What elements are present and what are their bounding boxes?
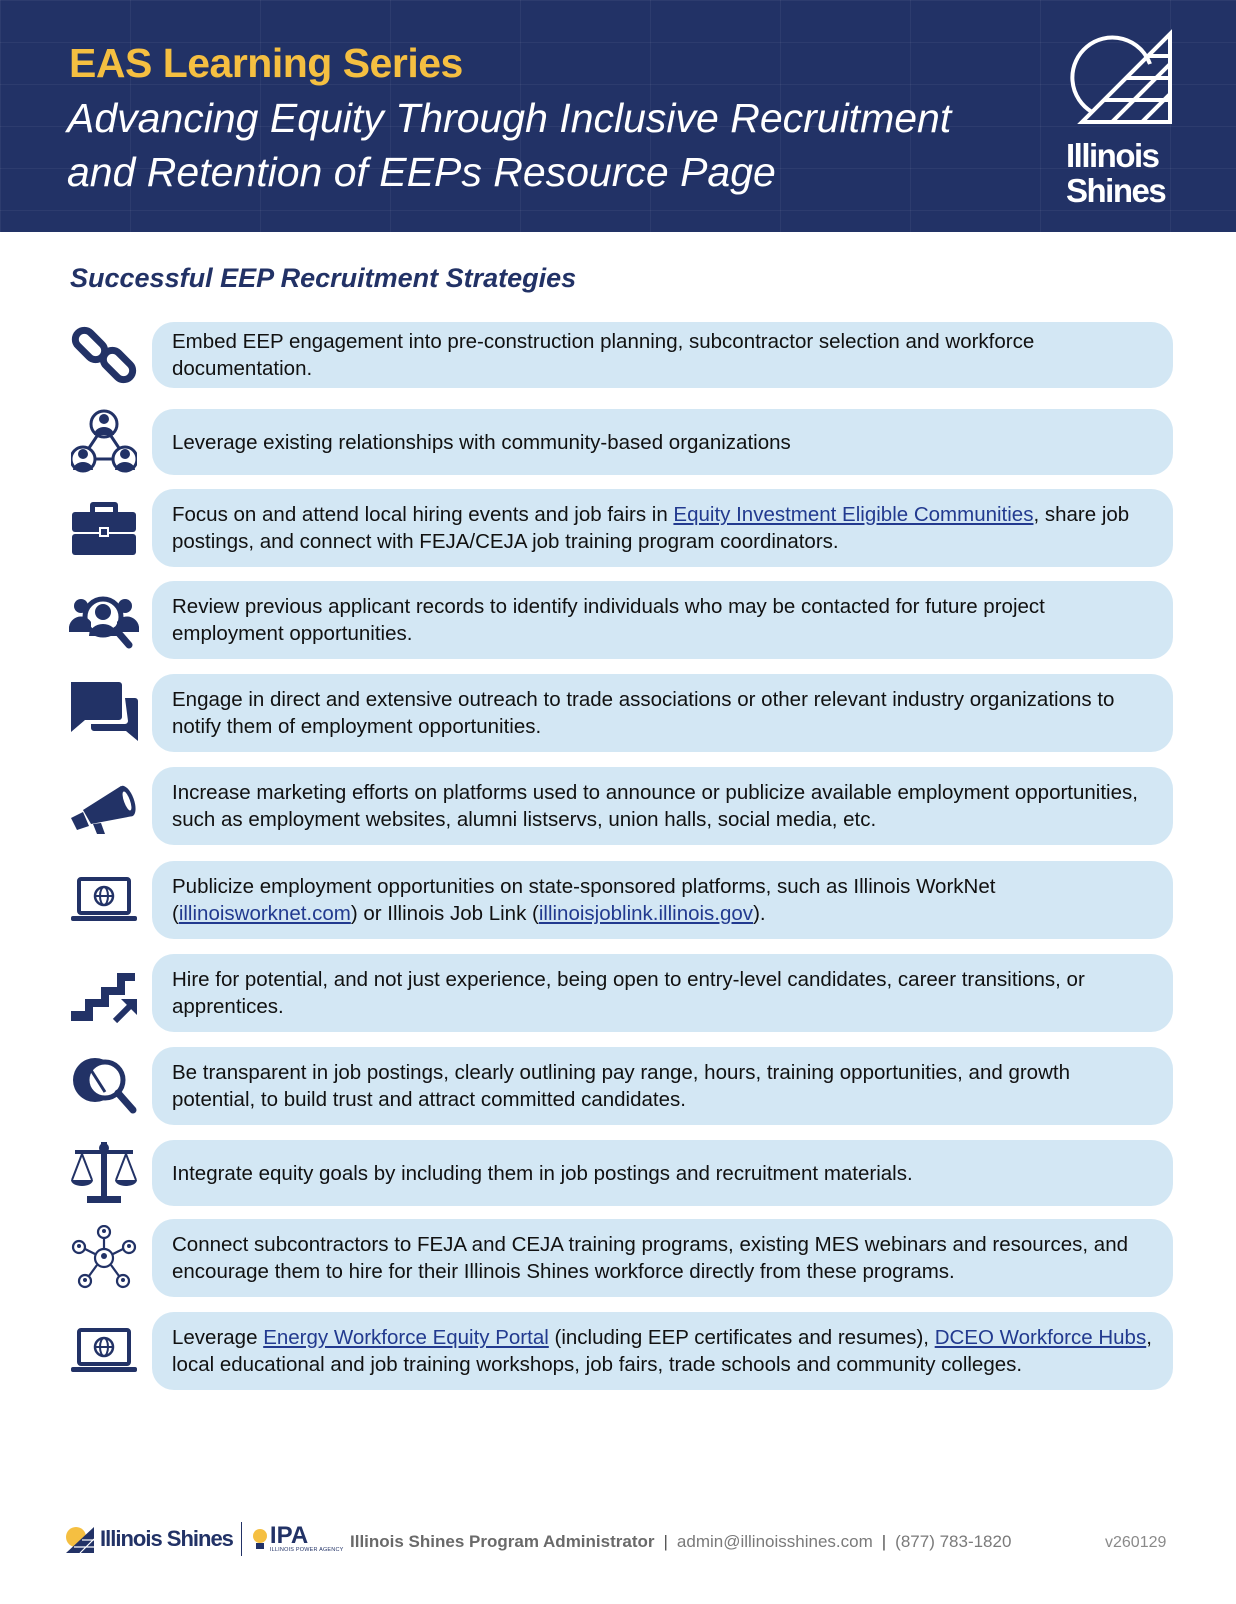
footer-logos — [64, 1522, 344, 1556]
footer-contact: Illinois Shines Program Administrator | admin@illinoisshines.com | (877) 783-1820 — [350, 1532, 1012, 1551]
laptop-globe-icon — [69, 865, 139, 935]
chat-bubbles-icon — [69, 676, 139, 746]
scales-icon — [69, 1138, 139, 1208]
footer-phone: (877) 783-1820 — [895, 1532, 1012, 1551]
ipa-bulb-icon — [250, 1527, 270, 1551]
laptop-globe-icon — [69, 1316, 139, 1386]
people-network-icon — [69, 407, 139, 477]
sun-panel-icon — [1062, 24, 1182, 134]
strategy-text: Publicize employment opportunities on state-sponsored platforms, such as Illinois WorkNet (illinoisworknet.com) or Illinois Job Link (illinoisjoblink.illinois.gov). — [152, 861, 1173, 939]
link-energy-workforce-equity-portal[interactable]: Energy Workforce Equity Portal — [263, 1326, 549, 1349]
chain-link-icon — [69, 322, 139, 388]
footer-brand-name: Illinois Shines — [100, 1526, 233, 1551]
strategy-text: Hire for potential, and not just experience, being open to entry-level candidates, career transitions, or apprentices. — [152, 954, 1173, 1032]
footer-administrator: Illinois Shines Program Administrator — [350, 1532, 655, 1551]
page-title — [67, 91, 1007, 199]
ipa-logo-text: IPA — [269, 1522, 309, 1549]
footer — [0, 1510, 1236, 1604]
link-illinoisjoblink[interactable]: illinoisjoblink.illinois.gov — [538, 902, 754, 925]
strategy-text: Embed EEP engagement into pre-construction planning, subcontractor selection and workforce documentation. — [152, 322, 1173, 388]
megaphone-icon — [69, 771, 139, 841]
link-illinoisworknet[interactable]: illinoisworknet.com — [178, 902, 351, 925]
strategy-text: Integrate equity goals by including them in job postings and recruitment materials. — [152, 1140, 1173, 1206]
page-title-line-2: and Retention of EEPs Resource Page — [67, 149, 776, 195]
strategy-text: Leverage existing relationships with community-based organizations — [152, 409, 1173, 475]
stairs-up-icon — [69, 958, 139, 1028]
strategy-text: Engage in direct and extensive outreach to trade associations or other relevant industry organizations to notify them of employment opportunities. — [152, 674, 1173, 752]
strategy-text: Leverage Energy Workforce Equity Portal (including EEP certificates and resumes), DCEO Workforce Hubs, local educational and job training workshops, job fairs, trade schools and community colleges. — [152, 1312, 1173, 1390]
footer-email[interactable]: admin@illinoisshines.com — [676, 1532, 873, 1551]
strategy-text: Focus on and attend local hiring events and job fairs in Equity Investment Eligible Communities, share job postings, and connect with FEJA/CEJA job training program coordinators. — [152, 489, 1173, 567]
link-dceo-workforce-hubs[interactable]: DCEO Workforce Hubs — [934, 1326, 1147, 1349]
page-title-line-1: Advancing Equity Through Inclusive Recruitment — [67, 95, 952, 141]
logo-text-shines: Shines — [1066, 172, 1166, 209]
strategy-text: Increase marketing efforts on platforms used to announce or publicize available employment opportunities, such as employment websites, alumni listservs, union halls, social media, etc. — [152, 767, 1173, 845]
strategy-text: Connect subcontractors to FEJA and CEJA training programs, existing MES webinars and resources, and encourage them to hire for their Illinois Shines workforce directly from these programs. — [152, 1219, 1173, 1297]
ipa-logo-subtext: ILLINOIS POWER AGENCY — [269, 1547, 344, 1553]
illinois-shines-logo — [1062, 24, 1182, 214]
header-banner — [0, 0, 1236, 232]
strategy-text: Be transparent in job postings, clearly outlining pay range, hours, training opportunities, and growth potential, to build trust and attract committed candidates. — [152, 1047, 1173, 1125]
briefcase-icon — [69, 493, 139, 563]
link-equity-investment-eligible-communities[interactable]: Equity Investment Eligible Communities — [673, 503, 1034, 526]
logo-text-illinois: Illinois — [1066, 137, 1159, 174]
footer-divider — [241, 1522, 242, 1556]
magnifier-icon — [69, 1051, 139, 1121]
network-hub-icon — [69, 1223, 139, 1293]
illinois-shines-sun-icon — [64, 1523, 96, 1555]
series-title: EAS Learning Series — [69, 40, 463, 86]
ipa-logo — [269, 1522, 344, 1553]
version-label: v260129 — [1105, 1534, 1167, 1551]
strategy-text: Review previous applicant records to identify individuals who may be contacted for future project employment opportunities. — [152, 581, 1173, 659]
section-title: Successful EEP Recruitment Strategies — [70, 263, 577, 293]
people-search-icon — [69, 585, 139, 655]
